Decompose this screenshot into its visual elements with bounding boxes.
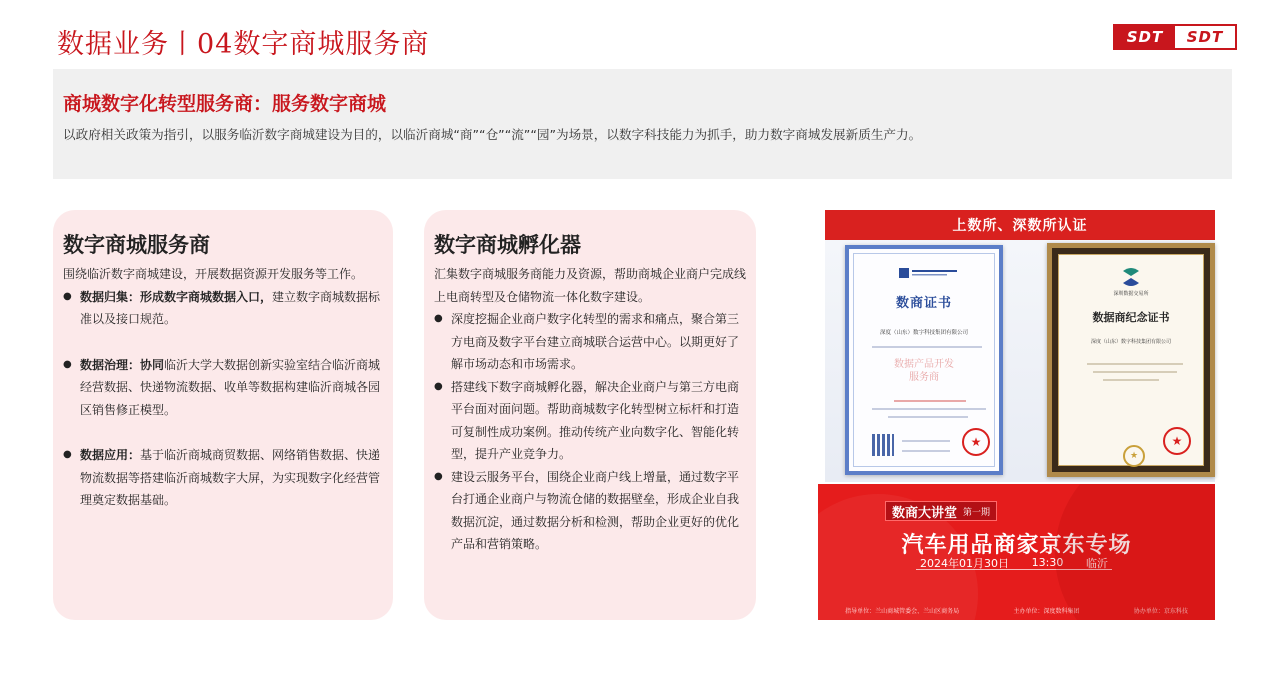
cert-issuer: 深圳数据交易所 — [1113, 291, 1149, 297]
event-issue: 第一期 — [963, 507, 991, 518]
item-term: 数据治理：协同 — [80, 357, 165, 372]
cert-title: 数据商纪念证书 — [1092, 311, 1170, 324]
qr-code-icon — [872, 434, 894, 456]
divider — [894, 400, 966, 402]
list-item — [63, 286, 387, 331]
banner-text: 以政府相关政策为指引，以服务临沂数字商城建设为目的，以临沂商城“商”“仓”“流”“园”为场景，以数字科技能力为抓手，助力数字商城发展新质生产力。 — [63, 127, 922, 142]
card-body — [434, 263, 750, 556]
item-text: 建立数字商城数据标准以及接口规范。 — [80, 289, 381, 326]
cert-header-label: 上数所、深数所认证 — [952, 218, 1088, 234]
divider — [902, 450, 950, 452]
official-seal-icon: ★ — [962, 428, 990, 456]
divider — [888, 416, 968, 418]
shenzhen-certificate — [1047, 243, 1215, 477]
cert-title: 数商证书 — [895, 296, 952, 311]
organizer-host: 主办单位：深度数科集团 — [1013, 608, 1080, 615]
card-title: 数字商城孵化器 — [434, 233, 581, 257]
list-item: ● 建设云服务平台，围绕企业商户线上增量，通过数字平台打通企业商户与物流仓储的数据壁垒，形成企业自我数据沉淀，通过数据分析和检测，帮助企业更好的优化产品和营销策略。 — [434, 466, 750, 556]
exchange-logo-icon — [899, 268, 959, 278]
divider — [1103, 379, 1159, 381]
logo-text-primary: SDT — [1115, 26, 1175, 48]
divider — [872, 408, 986, 410]
event-datetime — [916, 556, 1112, 570]
emblem-icon: ★ — [1123, 445, 1145, 467]
item-text: 临沂大学大数据创新实验室结合临沂商城经营数据、快递物流数据、收单等数据构建临沂商城各园区销售修正模型。 — [80, 357, 381, 417]
divider — [1087, 363, 1183, 365]
exchange-logo-icon — [1119, 267, 1143, 287]
bullet-list — [63, 286, 387, 512]
cert-company: 深度（山东）数字科技集团有限公司 — [879, 330, 968, 336]
service-provider-card — [53, 210, 393, 620]
certificates-area — [825, 240, 1215, 482]
list-item: ● 深度挖掘企业商户数字化转型的需求和痛点，聚合第三方电商及数字平台建立商城联合运营中心。以期更好了解市场动态和市场需求。 — [434, 308, 750, 376]
cert-header — [825, 210, 1215, 240]
event-organizers — [818, 606, 1215, 615]
shanghai-certificate — [845, 245, 1003, 475]
item-text: 基于临沂商城商贸数据、网络销售数据、快递物流数据等搭建临沂商城数字大屏，为实现数字化经营管理奠定数据基础。 — [80, 448, 381, 507]
event-time: 13:30 — [1031, 556, 1064, 569]
cert-product: 数据产品开发 服务商 — [894, 359, 954, 383]
list-item — [63, 444, 387, 512]
event-place: 临沂 — [1085, 556, 1108, 570]
page-title: 数据业务丨04数字商城服务商 — [57, 29, 430, 60]
cert-company: 深度（山东）数字科技集团有限公司 — [1090, 339, 1171, 345]
card-body — [63, 263, 387, 535]
card-intro: 汇集数字商城服务商能力及资源，帮助商城企业商户完成线上电商转型及仓储物流一体化数字建设。 — [434, 267, 747, 304]
intro-banner — [53, 69, 1232, 179]
divider — [872, 346, 982, 348]
incubator-card — [424, 210, 756, 620]
official-seal-icon: ★ — [1163, 427, 1191, 455]
card-title: 数字商城服务商 — [63, 233, 210, 257]
organizer-guide: 指导单位：兰山商城管委会、兰山区商务局 — [845, 608, 960, 615]
item-term: 数据归集：形成数字商城数据入口， — [80, 289, 273, 304]
divider — [902, 440, 950, 442]
list-item — [63, 354, 387, 422]
event-series: 数商大讲堂 — [892, 505, 958, 521]
bullet-list — [434, 308, 750, 556]
item-term: 数据应用： — [80, 448, 141, 462]
logo-text-secondary: SDT — [1175, 26, 1235, 48]
card-intro: 围绕临沂数字商城建设，开展数据资源开发服务等工作。 — [63, 267, 364, 281]
sdt-logo — [1113, 24, 1237, 50]
list-item: ● 搭建线下数字商城孵化器，解决企业商户与第三方电商平台面对面问题。帮助商城数字化转型树立标杆和打造可复制性成功案例。推动传统产业向数字化、智能化转型，提升产业竞争力。 — [434, 376, 750, 466]
event-title: 汽车用品商家京东专场 — [901, 533, 1132, 558]
certification-visual — [818, 210, 1215, 620]
organizer-cohost: 协办单位：京东科技 — [1133, 608, 1188, 615]
event-series-badge — [885, 501, 997, 521]
banner-heading: 商城数字化转型服务商：服务数字商城 — [63, 93, 387, 115]
divider — [1093, 371, 1177, 373]
event-poster — [818, 484, 1215, 620]
event-date: 2024年01月30日 — [920, 556, 1009, 570]
